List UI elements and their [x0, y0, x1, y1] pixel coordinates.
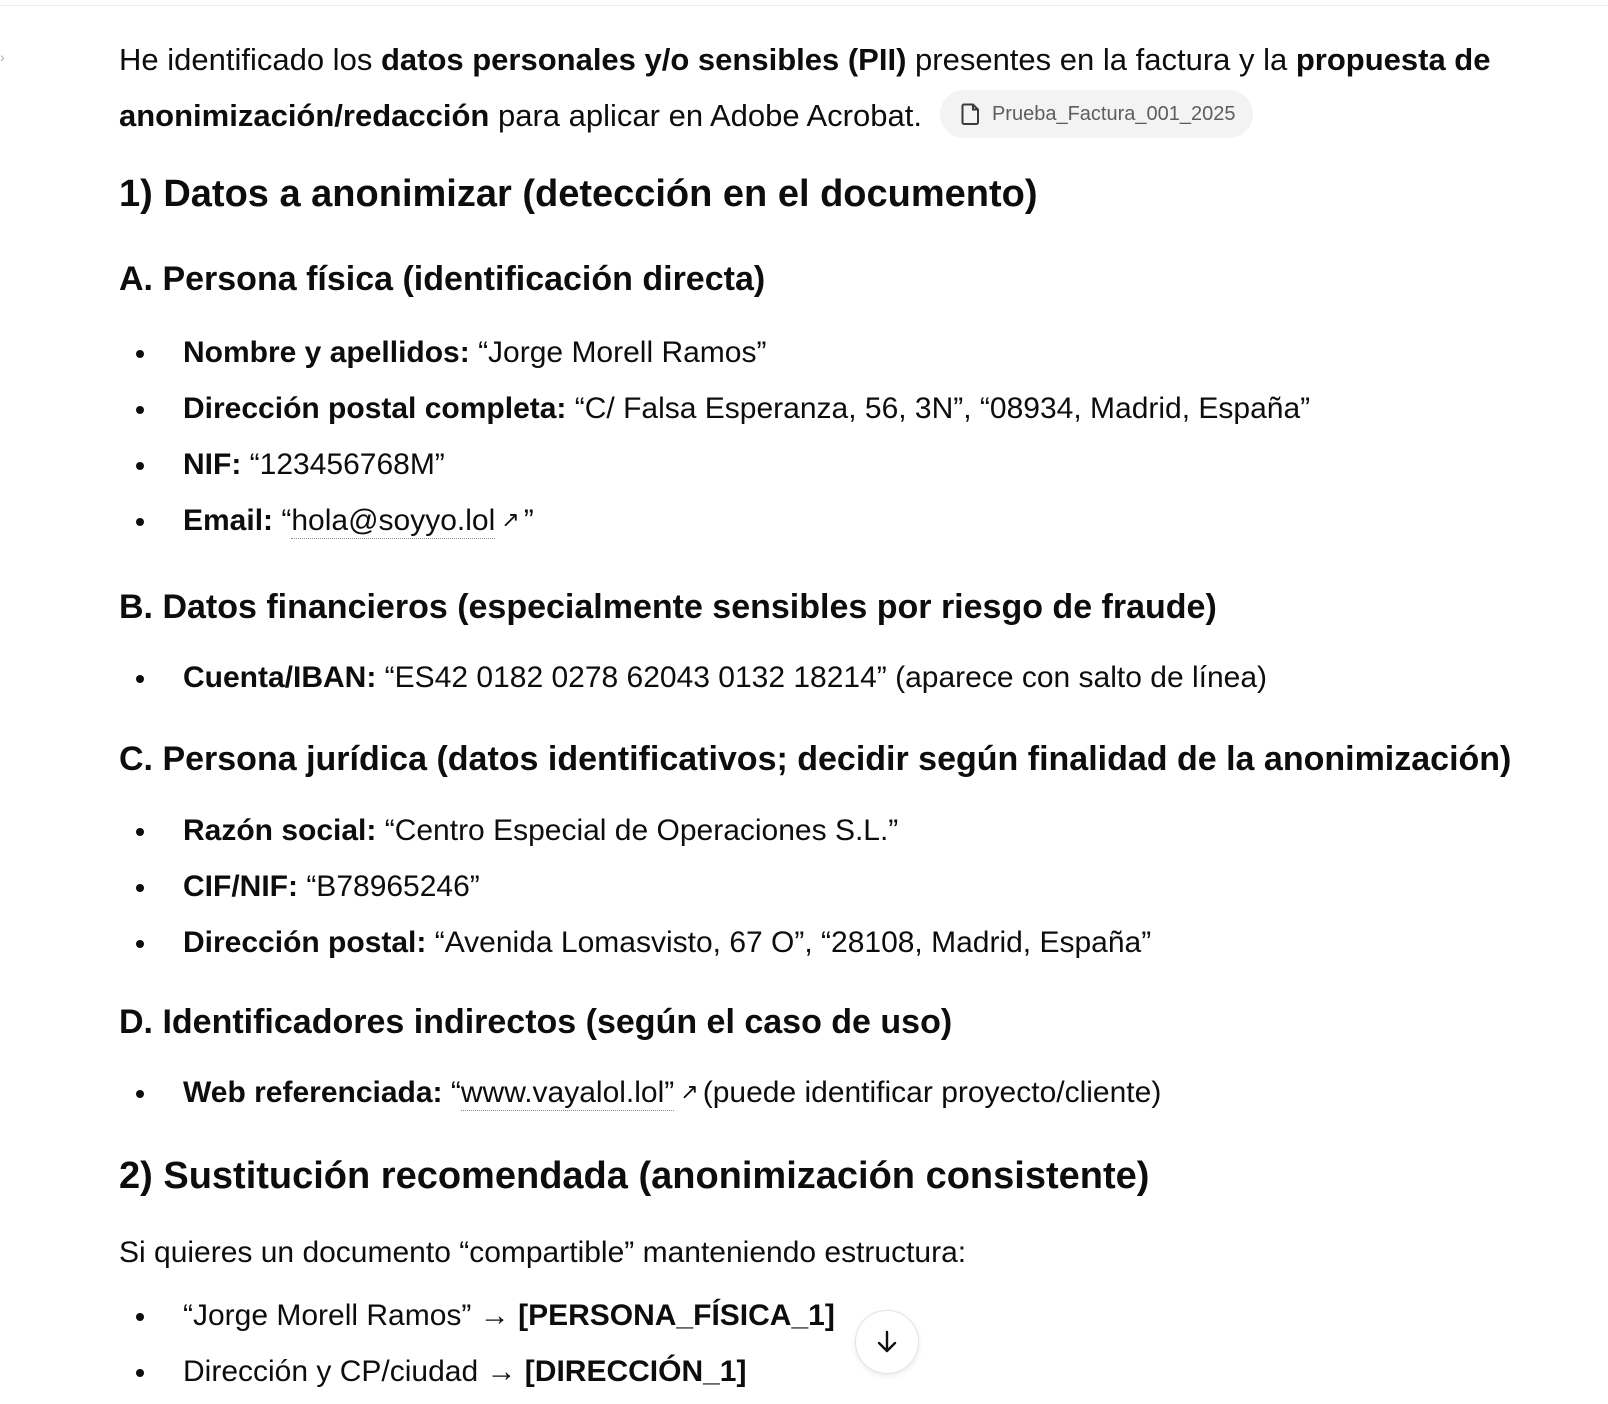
- list-item: [119, 859, 1151, 915]
- intro-paragraph: [119, 32, 1549, 144]
- email-link[interactable]: hola@soyyo.lol: [291, 504, 496, 537]
- section2-heading: 2) Sustitución recomendada (anonimización consistente): [119, 1155, 1150, 1197]
- list-item: [119, 915, 1151, 971]
- intro-bold-pii: datos personales y/o sensibles (PII): [380, 42, 907, 77]
- list-item: [119, 1065, 1161, 1121]
- list-item: [119, 1288, 835, 1344]
- list-item: [119, 381, 1310, 437]
- external-link-icon[interactable]: ↗: [680, 1079, 699, 1105]
- sidebar-edge-marker: ›: [0, 49, 5, 65]
- item-value: “123456768M”: [241, 448, 445, 481]
- subsection-a-list: [119, 325, 1310, 549]
- item-label: Cuenta/IBAN:: [183, 661, 377, 694]
- list-item: [119, 1344, 835, 1400]
- open-quote: “: [442, 1076, 461, 1109]
- section2-list: [119, 1288, 835, 1400]
- item-value: “Centro Especial de Operaciones S.L.”: [376, 814, 899, 847]
- item-label: NIF:: [183, 448, 242, 481]
- replacement-to: [DIRECCIÓN_1]: [524, 1355, 747, 1388]
- item-value: “C/ Falsa Esperanza, 56, 3N”, “08934, Madrid, España”: [566, 392, 1311, 425]
- item-value: “ES42 0182 0278 62043 0132 18214” (aparece con salto de línea): [376, 661, 1268, 694]
- external-link-icon[interactable]: ↗: [501, 507, 520, 533]
- subsection-d-heading: D. Identificadores indirectos (según el caso de uso): [119, 1003, 953, 1041]
- close-quote: ”: [523, 504, 534, 537]
- subsection-a-heading: A. Persona física (identificación directa): [119, 260, 766, 298]
- item-value: “Jorge Morell Ramos”: [469, 336, 767, 369]
- intro-middle: presentes en la factura y la: [906, 42, 1296, 77]
- item-label: Dirección postal:: [183, 926, 427, 959]
- item-value: “Avenida Lomasvisto, 67 O”, “28108, Madrid, España”: [426, 926, 1152, 959]
- intro-prefix: He identificado los: [119, 42, 381, 77]
- replacement-from: Dirección y CP/ciudad →: [183, 1355, 525, 1388]
- item-label: Nombre y apellidos:: [183, 336, 470, 369]
- section2-lead: Si quieres un documento “compartible” manteniendo estructura:: [119, 1236, 967, 1269]
- arrow-down-icon: [872, 1327, 902, 1357]
- item-note: (puede identificar proyecto/cliente): [702, 1076, 1162, 1109]
- subsection-c-heading: C. Persona jurídica (datos identificativos; decidir según finalidad de la anonimización): [119, 740, 1512, 778]
- subsection-d-list: [119, 1065, 1161, 1121]
- replacement-from: “Jorge Morell Ramos” →: [183, 1299, 519, 1332]
- scroll-to-bottom-button[interactable]: [855, 1310, 919, 1374]
- file-chip-label: Prueba_Factura_001_2025: [991, 102, 1236, 125]
- intro-suffix: para aplicar en Adobe Acrobat.: [489, 98, 922, 133]
- list-item: [119, 325, 1310, 381]
- subsection-b-list: [119, 650, 1267, 706]
- item-label: Email:: [183, 504, 274, 537]
- subsection-b-heading: B. Datos financieros (especialmente sensibles por riesgo de fraude): [119, 588, 1217, 626]
- item-label: CIF/NIF:: [183, 870, 298, 903]
- list-item: [119, 493, 1310, 549]
- intro-bold-proposal: propuesta de anonimización/redacción: [119, 42, 1491, 133]
- subsection-c-list: [119, 803, 1151, 971]
- item-value: “B78965246”: [297, 870, 480, 903]
- item-label: Razón social:: [183, 814, 377, 847]
- item-label: Dirección postal completa:: [183, 392, 567, 425]
- replacement-to: [PERSONA_FÍSICA_1]: [518, 1299, 835, 1332]
- open-quote: “: [273, 504, 292, 537]
- web-link[interactable]: www.vayalol.lol”: [460, 1076, 675, 1109]
- document-icon: [960, 102, 982, 126]
- top-divider: [0, 5, 1608, 6]
- list-item: [119, 437, 1310, 493]
- item-label: Web referenciada:: [183, 1076, 443, 1109]
- list-item: [119, 803, 1151, 859]
- file-attachment-chip[interactable]: [940, 90, 1254, 138]
- list-item: [119, 650, 1267, 706]
- section1-heading: 1) Datos a anonimizar (detección en el documento): [119, 173, 1038, 215]
